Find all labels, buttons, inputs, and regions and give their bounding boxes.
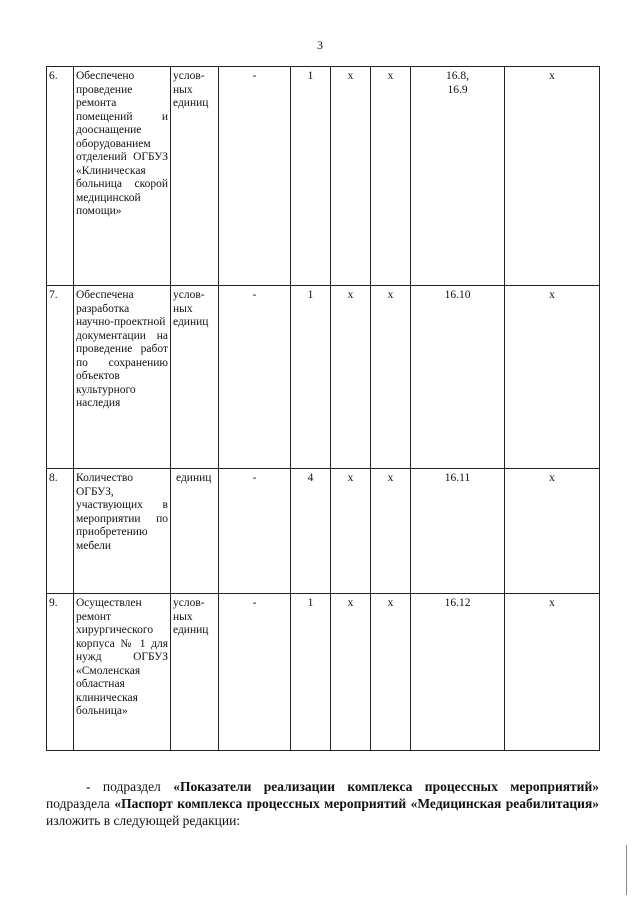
paragraph-text: подраздела (46, 796, 115, 811)
x-cell: x (505, 67, 600, 286)
value-cell: 1 (291, 67, 331, 286)
unit-cell: услов- ных единиц (171, 67, 219, 286)
x-cell: x (371, 469, 411, 594)
table-row (47, 67, 600, 286)
x-cell: x (331, 594, 371, 751)
row-number: 6. (47, 67, 74, 286)
reference-cell: 16.11 (411, 469, 505, 594)
unit-cell: единиц (171, 469, 219, 594)
indicators-table (46, 66, 600, 751)
indicator-description: Количество ОГБУЗ, участвующих в мероприятии по приобретению мебели (74, 469, 171, 594)
x-cell: x (331, 469, 371, 594)
value-cell: 1 (291, 594, 331, 751)
x-cell: x (331, 286, 371, 469)
x-cell: x (505, 594, 600, 751)
table-row (47, 594, 600, 751)
base-value-cell: - (219, 469, 291, 594)
base-value-cell: - (219, 594, 291, 751)
table-row (47, 469, 600, 594)
page-number: 3 (317, 38, 323, 52)
paragraph-text: - подраздел (86, 779, 174, 794)
indicator-description: Обеспечено проведение ремонта помещений и дооснащение оборудованием отделений ОГБУЗ «Клиническая больница скорой медицинской помощи» (74, 67, 171, 286)
value-cell: 1 (291, 286, 331, 469)
x-cell: x (331, 67, 371, 286)
paragraph-text: изложить в следующей редакции: (46, 813, 241, 828)
unit-cell: услов- ных единиц (171, 286, 219, 469)
x-cell: x (505, 469, 600, 594)
paragraph-bold-title: «Паспорт комплекса процессных мероприятий «Медицинская реабилитация» (114, 796, 600, 811)
margin-mark (626, 845, 627, 895)
table-row (47, 286, 600, 469)
x-cell: x (371, 67, 411, 286)
paragraph-bold-title: «Показатели реализации комплекса процессных мероприятий» (173, 779, 599, 794)
row-number: 8. (47, 469, 74, 594)
x-cell: x (371, 286, 411, 469)
x-cell: x (505, 286, 600, 469)
row-number: 9. (47, 594, 74, 751)
indicator-description: Осуществлен ремонт хирургического корпуса № 1 для нужд ОГБУЗ «Смоленская областная клиническая больница» (74, 594, 171, 751)
unit-cell: услов- ных единиц (171, 594, 219, 751)
value-cell: 4 (291, 469, 331, 594)
row-number: 7. (47, 286, 74, 469)
reference-cell: 16.12 (411, 594, 505, 751)
base-value-cell: - (219, 286, 291, 469)
base-value-cell: - (219, 67, 291, 286)
reference-cell: 16.10 (411, 286, 505, 469)
x-cell: x (371, 594, 411, 751)
reference-cell: 16.8, 16.9 (411, 67, 505, 286)
amendment-paragraph (46, 778, 599, 829)
indicator-description: Обеспечена разработка научно-проектной документации на проведение работ по сохранению объектов культурного наследия (74, 286, 171, 469)
